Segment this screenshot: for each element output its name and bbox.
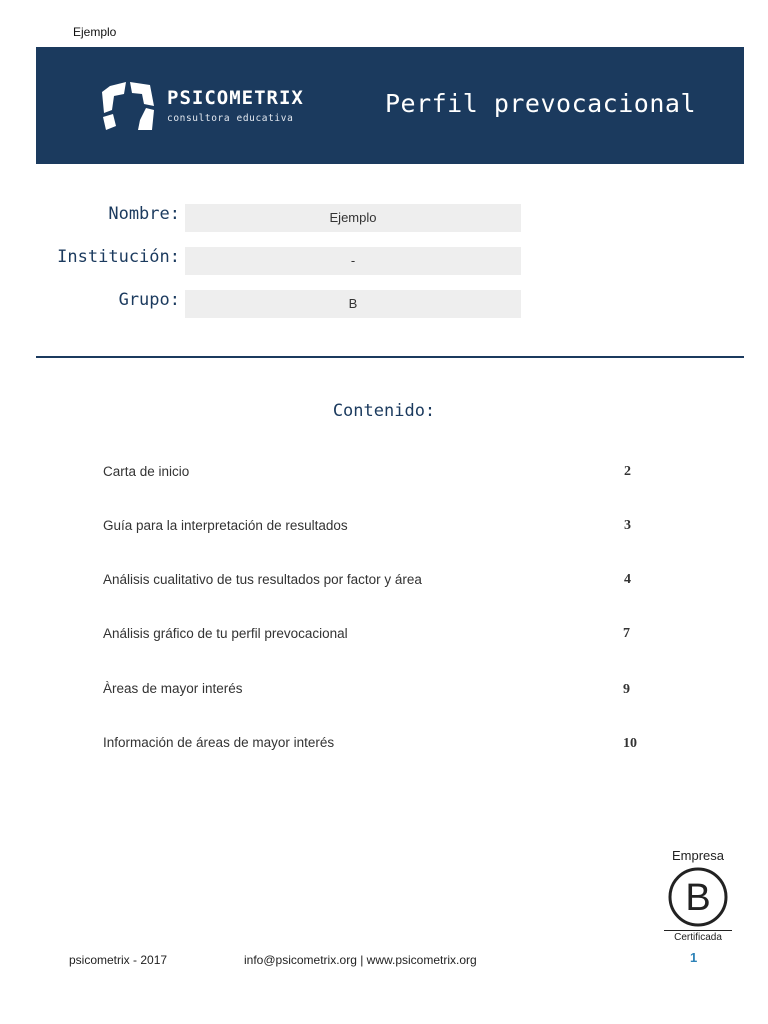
section-divider: [36, 356, 744, 358]
toc-item-label: Análisis cualitativo de tus resultados por factor y área: [103, 572, 422, 587]
footer-contact: info@psicometrix.org | www.psicometrix.org: [244, 953, 477, 967]
page-number: 1: [690, 950, 698, 965]
b-corp-icon: [667, 866, 729, 928]
name-field-value: Ejemplo: [185, 204, 521, 232]
toc-item-page: 10: [623, 736, 637, 751]
svg-text:B: B: [685, 877, 711, 919]
cert-bottom-label: Certificada: [664, 930, 732, 943]
cert-top-label: Empresa: [671, 848, 725, 863]
psicometrix-logo-icon: [100, 80, 156, 132]
toc-item-label: Información de áreas de mayor interés: [103, 735, 335, 750]
toc-item-page: 4: [624, 572, 631, 587]
group-field-value: B: [185, 290, 521, 318]
toc-item-page: 9: [623, 682, 630, 697]
toc-item-page: 3: [624, 518, 631, 533]
toc-item-label: Guía para la interpretación de resultados: [103, 518, 348, 533]
toc-item-label: Carta de inicio: [103, 464, 190, 479]
toc-item-page: 7: [623, 626, 630, 641]
contents-heading: Contenido:: [332, 401, 436, 421]
logo-tagline: consultora educativa: [167, 113, 294, 124]
title-banner: [36, 47, 744, 164]
toc-item-label: Análisis gráfico de tu perfil prevocacional: [103, 626, 348, 641]
b-corp-certification: [664, 848, 732, 943]
group-field-label: Grupo:: [118, 290, 180, 310]
document-title: Perfil prevocacional: [384, 89, 696, 118]
name-field-label: Nombre:: [108, 204, 180, 224]
page-header-label: Ejemplo: [73, 25, 117, 39]
institution-field-label: Institución:: [57, 247, 180, 267]
logo-name: PSICOMETRIX: [167, 87, 304, 109]
institution-field-value: -: [185, 247, 521, 275]
footer-copyright: psicometrix - 2017: [69, 953, 168, 967]
toc-item-page: 2: [624, 464, 631, 479]
toc-item-label: Àreas de mayor interés: [103, 681, 243, 696]
